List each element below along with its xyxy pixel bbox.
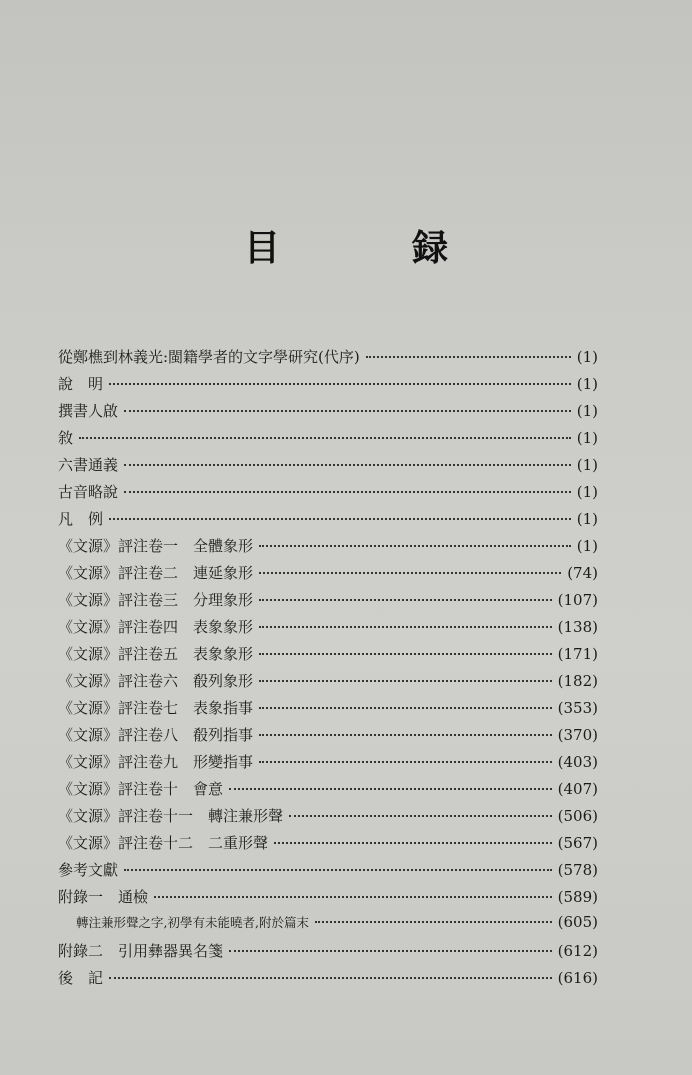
toc-entry-title: 《文源》評注卷六 殽列象形 xyxy=(58,672,254,690)
dot-leader xyxy=(274,842,552,844)
toc-entry-page-number: (74) xyxy=(567,564,598,582)
toc-entry-page-number: (567) xyxy=(557,834,598,852)
dot-leader xyxy=(259,707,552,709)
toc-entry-title: 凡 例 xyxy=(58,510,104,528)
toc-entry-title: 《文源》評注卷二 連延象形 xyxy=(58,564,254,582)
dot-leader xyxy=(259,626,552,628)
toc-entry xyxy=(58,427,598,454)
toc-entry xyxy=(58,616,598,643)
toc-entry-title: 《文源》評注卷七 表象指事 xyxy=(58,699,254,717)
toc-entry-title: 《文源》評注卷五 表象象形 xyxy=(58,645,254,663)
dot-leader xyxy=(154,896,552,898)
dot-leader xyxy=(229,950,552,952)
toc-entry-title: 《文源》評注卷十一 轉注兼形聲 xyxy=(58,807,284,825)
toc-entry-page-number: (353) xyxy=(557,699,598,717)
toc-entry xyxy=(58,940,598,967)
toc-entry-title: 後 記 xyxy=(58,969,104,987)
toc-entry xyxy=(58,913,598,940)
dot-leader xyxy=(366,356,571,358)
toc-entry xyxy=(58,589,598,616)
dot-leader xyxy=(79,437,571,439)
toc-entry xyxy=(58,832,598,859)
toc-entry-page-number: (605) xyxy=(557,913,598,931)
toc-entry-title: 《文源》評注卷一 全體象形 xyxy=(58,537,254,555)
toc-entry-page-number: (370) xyxy=(557,726,598,744)
table-of-contents xyxy=(58,346,598,994)
toc-entry-page-number: (1) xyxy=(576,537,598,555)
toc-entry xyxy=(58,373,598,400)
toc-entry-title: 《文源》評注卷四 表象象形 xyxy=(58,618,254,636)
toc-entry-page-number: (1) xyxy=(576,483,598,501)
dot-leader xyxy=(259,599,552,601)
toc-entry xyxy=(58,724,598,751)
toc-entry-title: 參考文獻 xyxy=(58,861,119,879)
toc-entry-title: 撰書人啟 xyxy=(58,402,119,420)
toc-entry-page-number: (616) xyxy=(557,969,598,987)
dot-leader xyxy=(109,383,571,385)
toc-entry-page-number: (138) xyxy=(557,618,598,636)
toc-entry xyxy=(58,886,598,913)
toc-entry xyxy=(58,481,598,508)
page-title: 目 録 xyxy=(243,227,496,269)
dot-leader xyxy=(259,545,571,547)
dot-leader xyxy=(259,572,561,574)
dot-leader xyxy=(315,921,552,923)
dot-leader xyxy=(259,761,552,763)
toc-entry-title: 《文源》評注卷十二 二重形聲 xyxy=(58,834,269,852)
dot-leader xyxy=(124,869,552,871)
toc-entry xyxy=(58,643,598,670)
toc-entry-title: 附錄二 引用彝器異名箋 xyxy=(58,942,224,960)
toc-entry xyxy=(58,697,598,724)
toc-entry-title: 古音略說 xyxy=(58,483,119,501)
toc-entry xyxy=(58,400,598,427)
toc-entry-title: 說 明 xyxy=(58,375,104,393)
toc-entry-page-number: (171) xyxy=(557,645,598,663)
dot-leader xyxy=(124,491,571,493)
toc-entry-page-number: (1) xyxy=(576,348,598,366)
toc-entry-title: 敘 xyxy=(58,429,74,447)
toc-entry xyxy=(58,670,598,697)
dot-leader xyxy=(124,410,571,412)
toc-entry-title: 轉注兼形聲之字,初學有未能曉者,附於篇末 xyxy=(76,915,309,930)
toc-entry xyxy=(58,967,598,994)
toc-entry-page-number: (1) xyxy=(576,402,598,420)
dot-leader xyxy=(259,653,552,655)
toc-entry xyxy=(58,859,598,886)
toc-entry xyxy=(58,535,598,562)
toc-entry xyxy=(58,454,598,481)
dot-leader xyxy=(259,734,552,736)
toc-entry-title: 從鄭樵到林義光:閩籍學者的文字學研究(代序) xyxy=(58,348,360,366)
toc-entry-title: 附錄一 通檢 xyxy=(58,888,149,906)
toc-entry-page-number: (506) xyxy=(557,807,598,825)
dot-leader xyxy=(289,815,552,817)
toc-entry-page-number: (612) xyxy=(557,942,598,960)
dot-leader xyxy=(109,977,552,979)
toc-entry-title: 《文源》評注卷八 殽列指事 xyxy=(58,726,254,744)
dot-leader xyxy=(124,464,571,466)
toc-entry-page-number: (589) xyxy=(557,888,598,906)
toc-entry-page-number: (403) xyxy=(557,753,598,771)
toc-entry-title: 《文源》評注卷三 分理象形 xyxy=(58,591,254,609)
dot-leader xyxy=(109,518,571,520)
toc-entry xyxy=(58,346,598,373)
toc-entry-page-number: (407) xyxy=(557,780,598,798)
dot-leader xyxy=(229,788,552,790)
dot-leader xyxy=(259,680,552,682)
toc-entry-page-number: (1) xyxy=(576,375,598,393)
toc-entry-title: 六書通義 xyxy=(58,456,119,474)
toc-entry xyxy=(58,508,598,535)
toc-entry-page-number: (107) xyxy=(557,591,598,609)
toc-entry xyxy=(58,751,598,778)
toc-entry-page-number: (1) xyxy=(576,456,598,474)
toc-entry-page-number: (578) xyxy=(557,861,598,879)
toc-entry-page-number: (1) xyxy=(576,429,598,447)
toc-entry xyxy=(58,562,598,589)
toc-entry-title: 《文源》評注卷十 會意 xyxy=(58,780,224,798)
toc-entry xyxy=(58,778,598,805)
toc-entry xyxy=(58,805,598,832)
toc-entry-page-number: (182) xyxy=(557,672,598,690)
toc-entry-page-number: (1) xyxy=(576,510,598,528)
toc-entry-title: 《文源》評注卷九 形變指事 xyxy=(58,753,254,771)
